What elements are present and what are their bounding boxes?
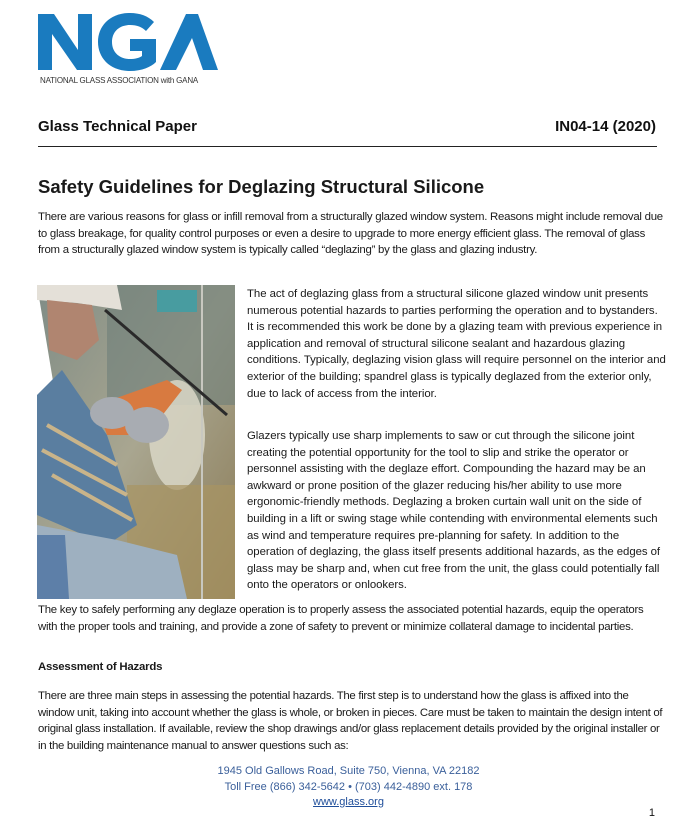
page-number: 1 (648, 807, 655, 819)
glazer-photo-image (37, 285, 235, 599)
glazers-paragraph: Glazers typically use sharp implements to saw or cut through the silicone joint creating the potential opportunity for the tool to slip and strike the operator or personnel assisting with the deglaze effort. Compounding the hazard may be an awkward or prone position of the glazer reducing his/her ability to use more ergonomic-friendly methods. Deglazing a broken curtain wall unit on the side of building in a lift or swing stage while contending with environmental elements such as wind and temperature requires pre-planning for safety. In addition to the operation of deglazing, the glass itself presents additional hazards, as the edges of glass may be sharp and, when cut free from the unit, the glass could potentially fall onto the operators or onlookers. (247, 430, 661, 592)
footer-address: 1945 Old Gallows Road, Suite 750, Vienna, VA 22182 (217, 765, 480, 777)
header-divider (38, 146, 657, 147)
nga-logo-mark (38, 12, 218, 72)
website-link[interactable]: www.glass.org (313, 796, 384, 808)
key-safety-paragraph: The key to safely performing any deglaze operation is to properly assess the associated potential hazards, equip the operators with the proper tools and training, and provide a zone of safety to prevent or minimize collateral damage to incidental parties. (38, 604, 644, 633)
nga-logo (38, 12, 218, 87)
page-title: Safety Guidelines for Deglazing Structural Silicone (38, 176, 485, 197)
section-heading-assessment: Assessment of Hazards (38, 661, 163, 673)
glazer-photo (37, 285, 235, 599)
assessment-paragraph: There are three main steps in assessing the potential hazards. The first step is to understand how the glass is affixed into the window unit, taking into account whether the glass is whole, or broken in pieces. Care must be taken to maintain the design intent of original glass installation. If available, review the shop drawings and/or glass replacement details provided by the original installer or in the building maintenance manual to answer questions such as: (38, 690, 663, 752)
document-number: IN04-14 (2020) (555, 118, 656, 135)
document-series: Glass Technical Paper (38, 118, 197, 135)
hazards-paragraph: The act of deglazing glass from a structural silicone glazed window unit presents numerous potential hazards to parties performing the operation and to bystanders. It is recommended this work be done by a glazing team with previous experience in application and removal of structural silicone sealant and hazardous glazing conditions. Typically, deglazing vision glass will require personnel on the interior and exterior of the building; spandrel glass is typically deglazed from the exterior only, due to lack of access from the interior. (247, 288, 666, 400)
footer-phone: Toll Free (866) 342-5642 • (703) 442-4890 ext. 178 (224, 780, 473, 793)
logo-tagline: NATIONAL GLASS ASSOCIATION with GANA (40, 76, 199, 85)
page-footer (0, 764, 697, 811)
intro-paragraph: There are various reasons for glass or infill removal from a structurally glazed window system. Reasons might include removal due to glass breakage, for quality control purposes or even a desire to upgrade to more energy efficient glass. The removal of glass from a structurally glazed window system is typically called “deglazing” by the glass and glazing industry. (38, 211, 663, 257)
